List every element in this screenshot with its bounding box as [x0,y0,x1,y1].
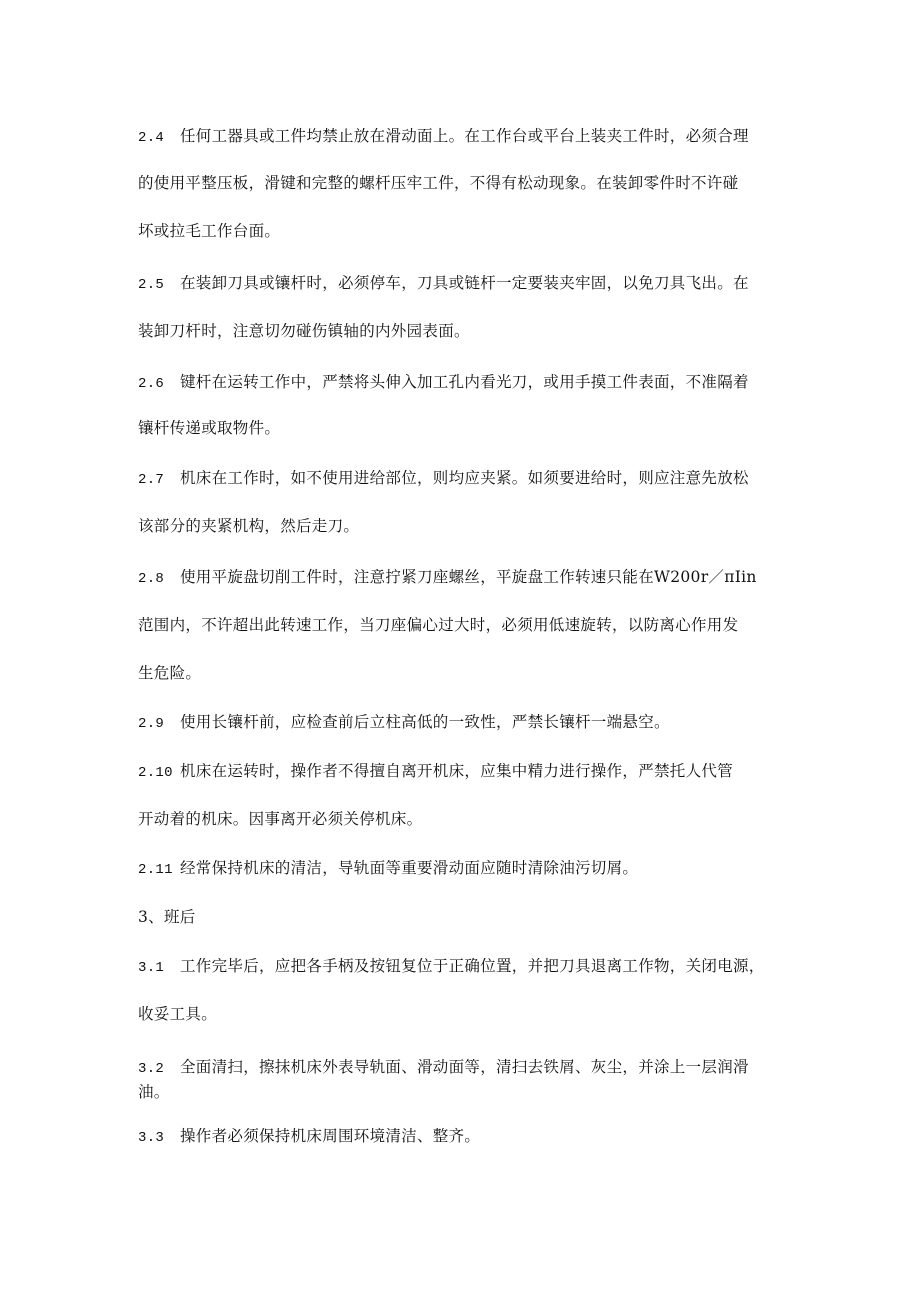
paragraph-number: 2.6 [138,376,165,392]
paragraph-2-7-line-2 [138,516,788,536]
paragraph-2-4-line-3 [138,221,788,241]
paragraph-number: 3.3 [138,1130,165,1146]
paragraph-text: 装卸刀杆时，注意切勿碰伤镇轴的内外园表面。 [138,322,470,340]
paragraph-number: 2.7 [138,472,165,488]
paragraph-3-2-line-1 [138,1057,788,1079]
paragraph-2-4-line-2 [138,173,788,193]
paragraph-number: 3.2 [138,1061,165,1077]
paragraph-number: 2.10 [138,765,173,781]
paragraph-3-3-line-1 [138,1126,788,1148]
paragraph-text: 镶杆传递或取物件。 [138,419,281,437]
paragraph-text: 机床在工作时，如不使用进给部位，则均应夹紧。如须要进给时，则应注意先放松 [180,469,749,487]
section-heading-3 [138,907,788,927]
paragraph-text: 收妥工具。 [138,1005,218,1023]
paragraph-text: 使用平旋盘切削工件时，注意拧紧刀座螺丝，平旋盘工作转速只能在W200r／πIin [180,568,757,586]
paragraph-text: 油。 [138,1083,170,1101]
paragraph-2-5-line-2 [138,321,788,341]
paragraph-2-5-line-1 [138,273,788,295]
paragraph-text: 该部分的夹紧机构，然后走刀。 [138,517,360,535]
section-heading-text: 3、班后 [138,908,196,926]
paragraph-2-11-line-1 [138,858,788,880]
paragraph-2-9-line-1 [138,712,788,734]
paragraph-text: 生危险。 [138,664,202,682]
paragraph-text: 操作者必须保持机床周围环境清洁、整齐。 [180,1127,481,1145]
paragraph-text: 坏或拉毛工作台面。 [138,222,281,240]
paragraph-2-10-line-2 [138,809,788,829]
paragraph-text: 使用长镶杆前，应检查前后立柱高低的一致性，严禁长镶杆一端悬空。 [180,713,670,731]
paragraph-text: 全面清扫，擦抹机床外表导轨面、滑动面等，清扫去铁屑、灰尘，并涂上一层润滑 [180,1058,749,1076]
paragraph-number: 3.1 [138,960,165,976]
paragraph-2-6-line-2 [138,418,788,438]
paragraph-number: 2.4 [138,130,165,146]
paragraph-2-8-line-1 [138,567,788,589]
paragraph-text: 在装卸刀具或镶杆时，必须停车，刀具或链杆一定要装夹牢固，以免刀具飞出。在 [180,274,749,292]
paragraph-2-10-line-1 [138,761,788,783]
paragraph-2-4-line-1 [138,126,788,148]
paragraph-text: 开动着的机床。因事离开必须关停机床。 [138,810,423,828]
paragraph-text: 任何工器具或工件均禁止放在滑动面上。在工作台或平台上装夹工件时，必须合理 [180,127,749,145]
paragraph-text: 键杆在运转工作中，严禁将头伸入加工孔内看光刀，或用手摸工件表面，不准隔着 [180,373,749,391]
paragraph-3-2-line-2 [138,1082,788,1102]
paragraph-2-6-line-1 [138,372,788,394]
paragraph-text: 的使用平整压板，滑键和完整的螺杆压牢工件，不得有松动现象。在装卸零件时不许碰 [138,174,739,192]
paragraph-3-1-line-2 [138,1004,788,1024]
paragraph-text: 工作完毕后，应把各手柄及按钮复位于正确位置，并把刀具退离工作物，关闭电源， [180,957,765,975]
paragraph-number: 2.8 [138,571,165,587]
paragraph-text: 机床在运转时，操作者不得擅自离开机床，应集中精力进行操作，严禁托人代管 [180,762,734,780]
paragraph-number: 2.11 [138,862,173,878]
paragraph-2-7-line-1 [138,468,788,490]
paragraph-3-1-line-1 [138,956,788,978]
paragraph-text: 范围内，不许超出此转速工作，当刀座偏心过大时，必须用低速旋转，以防离心作用发 [138,616,739,634]
paragraph-text: 经常保持机床的清洁，导轨面等重要滑动面应随时清除油污切屑。 [180,859,639,877]
paragraph-number: 2.5 [138,277,165,293]
paragraph-2-8-line-3 [138,663,788,683]
paragraph-number: 2.9 [138,716,165,732]
paragraph-2-8-line-2 [138,615,788,635]
